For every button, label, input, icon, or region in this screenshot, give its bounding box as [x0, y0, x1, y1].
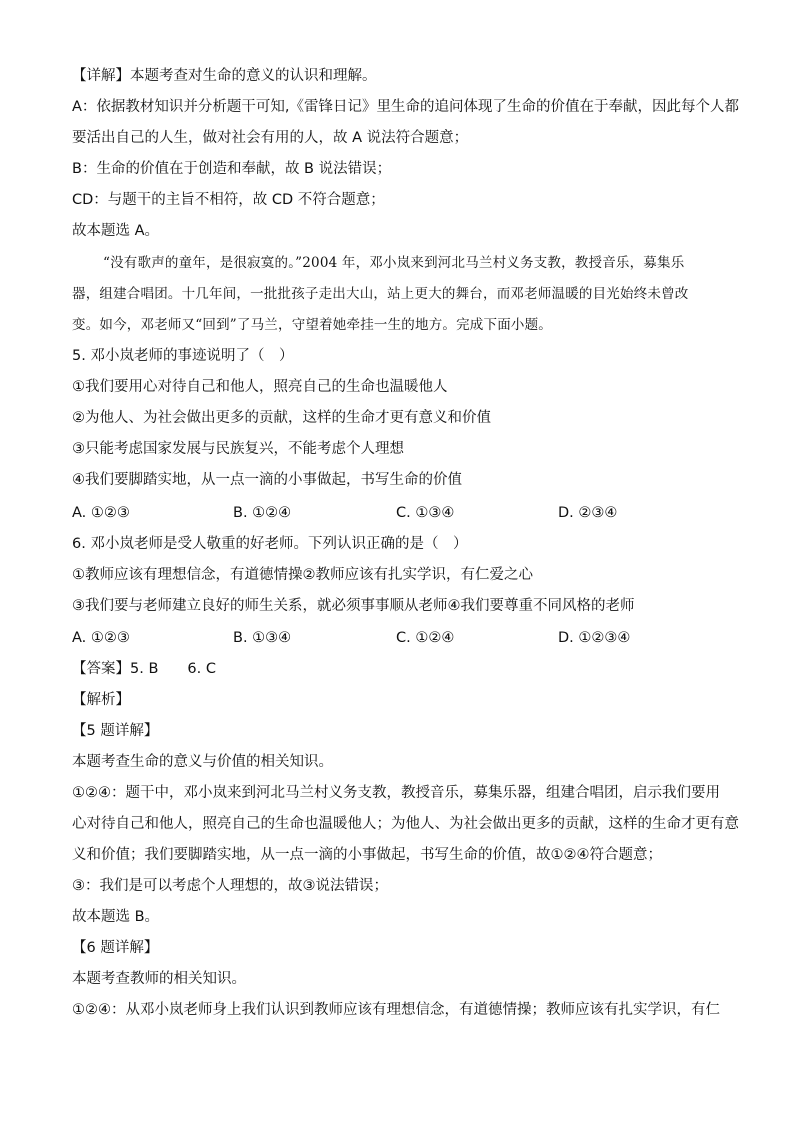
question-5-option-d: D. ②③④: [558, 505, 618, 521]
question-5-option-b: B. ①②④: [233, 505, 292, 521]
question-5-item-4: ④我们要脚踏实地，从一点一滴的小事做起，书写生命的价值: [72, 472, 462, 488]
explanation-line-a: A：依据教材知识并分析题干可知,《雷锋日记》里生命的追问体现了生命的价值在于奉献，因此每个人都: [72, 99, 740, 115]
explanation-line-cd: CD：与题干的主旨不相符，故 CD 不符合题意；: [72, 192, 385, 208]
detail-6-line-2: ①②④：从邓小岚老师身上我们认识到教师应该有理想信念，有道德情操；教师应该有扎实学识，有仁: [72, 1002, 720, 1018]
analysis-label: 【解析】: [72, 692, 130, 708]
explanation-heading: 【详解】本题考查对生命的意义的认识和理解。: [72, 68, 377, 84]
detail-5-line-6: 故本题选 B。: [72, 909, 160, 925]
passage-line-3: 变。如今，邓老师又“回到”了马兰，守望着她牵挂一生的地方。完成下面小题。: [72, 317, 553, 333]
detail-5-label: 【5 题详解】: [72, 723, 159, 739]
question-6-item-1: ①教师应该有理想信念，有道德情操②教师应该有扎实学识，有仁爱之心: [72, 567, 533, 583]
explanation-conclusion: 故本题选 A。: [72, 223, 160, 239]
question-5-item-1: ①我们要用心对待自己和他人，照亮自己的生命也温暖他人: [72, 379, 448, 395]
question-5-option-c: C. ①③④: [396, 505, 455, 521]
question-5-stem: 5. 邓小岚老师的事迹说明了（ ）: [72, 348, 294, 364]
question-6-stem: 6. 邓小岚老师是受人敬重的好老师。下列认识正确的是（ ）: [72, 536, 468, 552]
question-6-option-a: A. ①②③: [72, 630, 130, 646]
detail-6-line-1: 本题考查教师的相关知识。: [72, 971, 246, 987]
detail-5-line-5: ③：我们是可以考虑个人理想的，故③说法错误；: [72, 878, 388, 894]
detail-6-label: 【6 题详解】: [72, 940, 159, 956]
passage-line-1: “没有歌声的童年，是很寂寞的。”2004 年，邓小岚来到河北马兰村义务支教，教授音乐，募集乐: [103, 255, 685, 271]
question-6-option-d: D. ①②③④: [558, 630, 631, 646]
question-6-option-c: C. ①②④: [396, 630, 455, 646]
detail-5-line-4: 义和价值；我们要脚踏实地，从一点一滴的小事做起，书写生命的价值，故①②④符合题意；: [72, 847, 662, 863]
detail-5-line-1: 本题考查生命的意义与价值的相关知识。: [72, 754, 333, 770]
explanation-line-b: B：生命的价值在于创造和奉献，故 B 说法错误；: [72, 161, 392, 177]
question-5-option-a: A. ①②③: [72, 505, 130, 521]
answer-line: 【答案】5. B 6. C: [72, 661, 216, 677]
question-6-item-2: ③我们要与老师建立良好的师生关系，就必须事事顺从老师④我们要尊重不同风格的老师: [72, 598, 635, 614]
passage-line-2: 器，组建合唱团。十几年间，一批批孩子走出大山，站上更大的舞台，而邓老师温暖的目光始终未曾改: [72, 286, 689, 302]
detail-5-line-3: 心对待自己和他人，照亮自己的生命也温暖他人；为他人、为社会做出更多的贡献，这样的生命才更有意: [72, 816, 739, 832]
detail-5-line-2: ①②④：题干中，邓小岚来到河北马兰村义务支教，教授音乐，募集乐器，组建合唱团，启示我们要用: [72, 785, 720, 801]
question-5-item-2: ②为他人、为社会做出更多的贡献，这样的生命才更有意义和价值: [72, 410, 491, 426]
question-5-item-3: ③只能考虑国家发展与民族复兴，不能考虑个人理想: [72, 441, 404, 457]
question-6-option-b: B. ①③④: [233, 630, 292, 646]
explanation-line-a-cont: 要活出自己的人生，做对社会有用的人，故 A 说法符合题意；: [72, 130, 469, 146]
